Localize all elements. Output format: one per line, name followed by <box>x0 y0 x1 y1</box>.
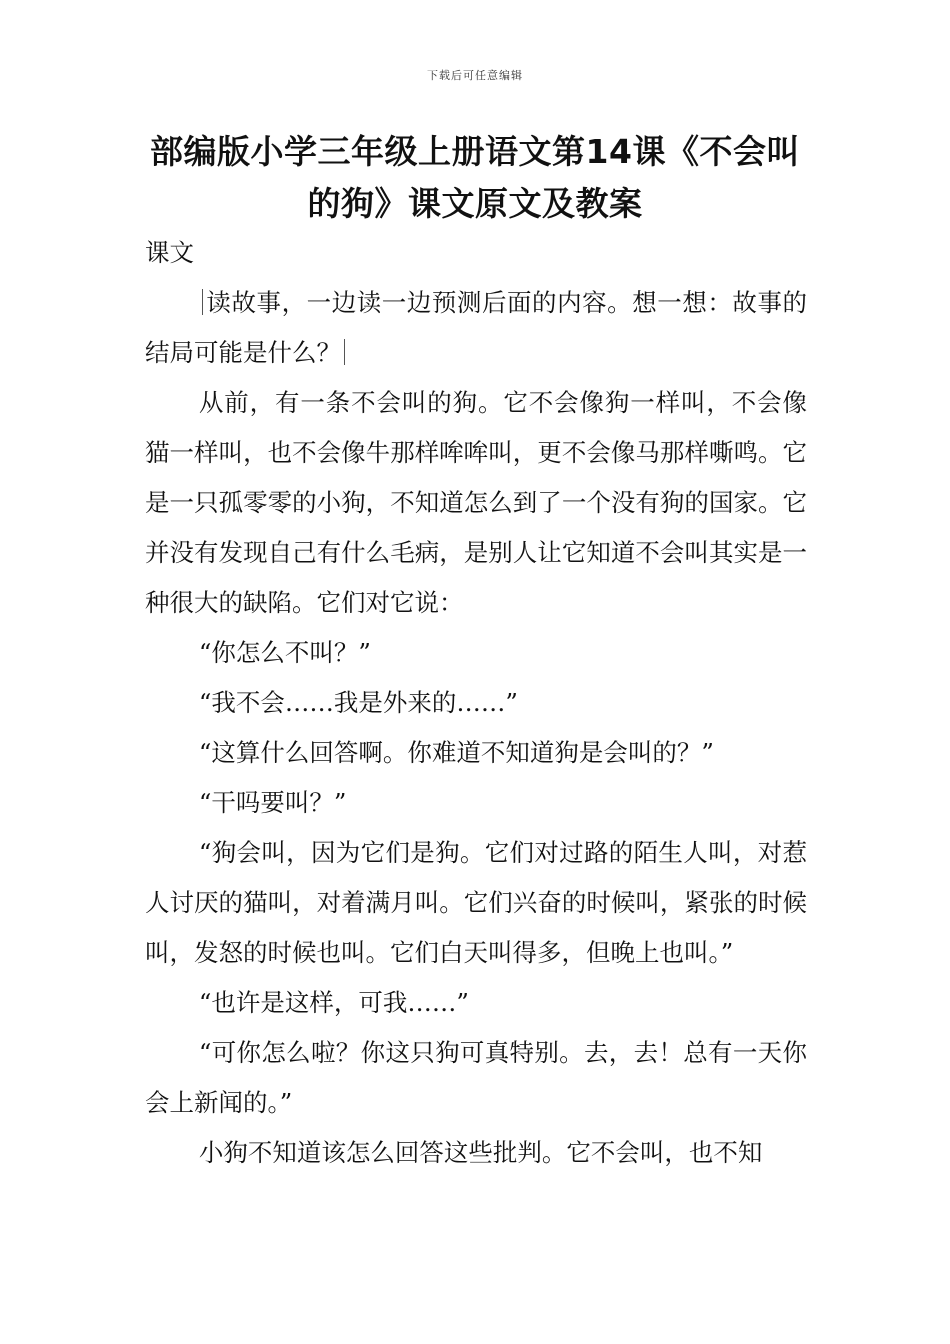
header-note: 下载后可任意编辑 <box>427 69 523 82</box>
bracket-mark-right <box>344 339 345 365</box>
reading-tip <box>145 278 807 378</box>
paragraph: “也许是这样，可我……” <box>198 988 469 1017</box>
paragraph: “狗会叫，因为它们是狗。它们对过路的陌生人叫，对惹人讨厌的猫叫，对着满月叫。它们兴奋的时候叫，紧张的时候叫，发怒的时候也叫。它们白天叫得多，但晚上也叫。” <box>145 838 807 967</box>
paragraph: 从前，有一条不会叫的狗。它不会像狗一样叫，不会像猫一样叫，也不会像牛那样哞哞叫，更不会像马那样嘶鸣。它是一只孤零零的小狗，不知道怎么到了一个没有狗的国家。它并没有发现自己有什么毛病，是别人让它知道不会叫其实是一种很大的缺陷。它们对它说： <box>145 388 807 617</box>
paragraph: “你怎么不叫？” <box>198 638 371 667</box>
paragraph: 小狗不知道该怎么回答这些批判。它不会叫，也不知 <box>198 1138 763 1167</box>
paragraph: “这算什么回答啊。你难道不知道狗是会叫的？” <box>198 738 714 767</box>
paragraph: “我不会……我是外来的……” <box>198 688 518 717</box>
bracket-mark-left <box>202 289 203 315</box>
page-title: 部编版小学三年级上册语文第14课《不会叫的狗》课文原文及教案 <box>150 132 800 223</box>
paragraph: “可你怎么啦？你这只狗可真特别。去，去！总有一天你会上新闻的。” <box>145 1038 807 1117</box>
section-label: 课文 <box>145 238 194 267</box>
reading-tip-text: 读故事，一边读一边预测后面的内容。想一想：故事的结局可能是什么？ <box>145 288 807 367</box>
document-body <box>145 228 807 1178</box>
paragraph: “干吗要叫？” <box>198 788 347 817</box>
